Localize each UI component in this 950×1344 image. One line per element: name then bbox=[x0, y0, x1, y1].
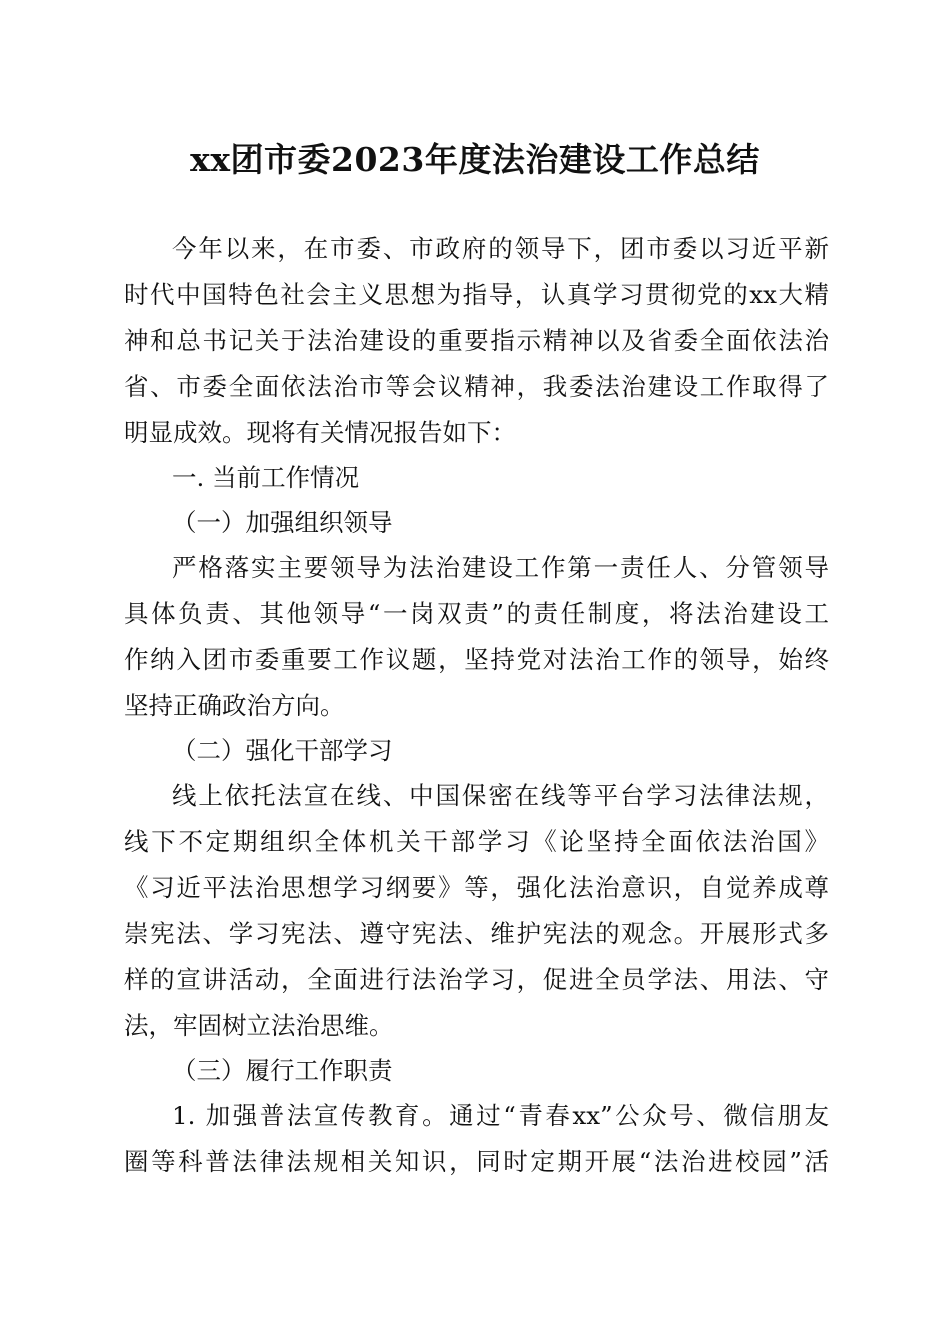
sub2-line-4: 崇宪法、学习宪法、遵守宪法、维护宪法的观念。开展形式多 bbox=[124, 919, 829, 948]
sub3-line-2: 圈等科普法律法规相关知识，同时定期开展“法治进校园”活 bbox=[124, 1147, 829, 1176]
sub1-line-1: 严格落实主要领导为法治建设工作第一责任人、分管领导 bbox=[172, 553, 829, 582]
sub1-line-3: 作纳入团市委重要工作议题，坚持党对法治工作的领导，始终 bbox=[124, 645, 829, 674]
sub2-line-3: 《习近平法治思想学习纲要》等，强化法治意识，自觉养成尊 bbox=[124, 873, 829, 902]
sub2-line-6: 法，牢固树立法治思维。 bbox=[124, 1011, 394, 1040]
sub3-line-1: 1. 加强普法宣传教育。通过“青春xx”公众号、微信朋友 bbox=[172, 1101, 829, 1130]
sub1-line-4: 坚持正确政治方向。 bbox=[124, 691, 345, 720]
sub2-line-2: 线下不定期组织全体机关干部学习《论坚持全面依法治国》 bbox=[124, 827, 829, 856]
intro-line-3: 神和总书记关于法治建设的重要指示精神以及省委全面依法治 bbox=[124, 326, 829, 355]
intro-line-4: 省、市委全面依法治市等会议精神，我委法治建设工作取得了 bbox=[124, 372, 829, 401]
subsection-heading-2: （二）强化干部学习 bbox=[172, 736, 393, 765]
sub2-line-5: 样的宣讲活动，全面进行法治学习，促进全员学法、用法、守 bbox=[124, 965, 829, 994]
intro-line-5: 明显成效。现将有关情况报告如下： bbox=[124, 418, 516, 447]
subsection-heading-1: （一）加强组织领导 bbox=[172, 508, 393, 537]
sub1-line-2: 具体负责、其他领导“一岗双责”的责任制度，将法治建设工 bbox=[124, 599, 829, 628]
subsection-heading-3: （三）履行工作职责 bbox=[172, 1056, 393, 1085]
intro-line-1: 今年以来，在市委、市政府的领导下，团市委以习近平新 bbox=[172, 234, 829, 263]
intro-line-2: 时代中国特色社会主义思想为指导，认真学习贯彻党的xx大精 bbox=[124, 280, 829, 309]
sub2-line-1: 线上依托法宣在线、中国保密在线等平台学习法律法规， bbox=[172, 781, 829, 810]
document-title: xx团市委2023年度法治建设工作总结 bbox=[190, 140, 760, 179]
section-heading-1: 一. 当前工作情况 bbox=[172, 463, 360, 492]
